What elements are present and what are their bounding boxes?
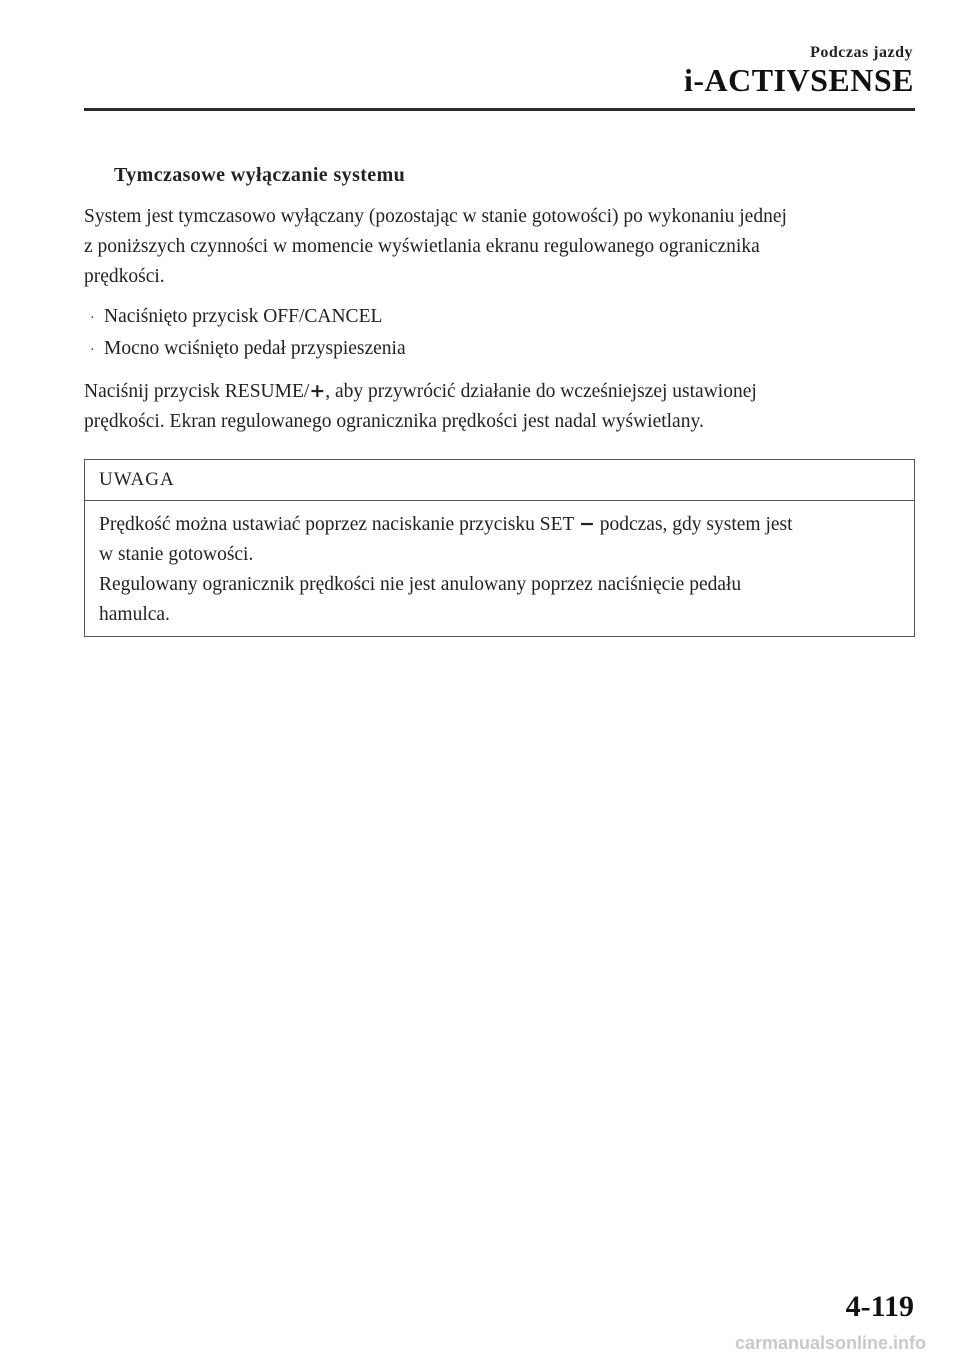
running-header-section: Podczas jazdy	[810, 44, 913, 61]
page-number: 4-119	[845, 1290, 914, 1323]
paragraph-text: Naciśnij przycisk RESUME/	[84, 381, 310, 402]
paragraph-line: prędkości. Ekran regulowanego ogranicznika prędkości jest nadal wyświetlany.	[84, 411, 704, 432]
list-item-text: Mocno wciśnięto pedał przyspieszenia	[104, 338, 406, 359]
bullet-dot-icon: ·	[90, 311, 95, 326]
note-line: hamulca.	[99, 604, 170, 625]
resume-paragraph	[84, 376, 914, 437]
paragraph-line	[84, 376, 914, 407]
list-item-text: Naciśnięto przycisk OFF/CANCEL	[104, 306, 383, 327]
page-content	[84, 160, 914, 637]
running-header-chapter: i-ACTIVSENSE	[683, 62, 914, 98]
header-divider	[84, 108, 915, 111]
note-body	[85, 501, 914, 636]
paragraph-line: prędkości.	[84, 266, 165, 287]
note-text: podczas, gdy system jest	[594, 514, 793, 535]
list-item	[90, 302, 914, 334]
section-title: Tymczasowe wyłączanie systemu	[114, 164, 406, 186]
note-box	[84, 459, 915, 637]
paragraph-line: System jest tymczasowo wyłączany (pozostając w stanie gotowości) po wykonaniu jednej	[84, 206, 787, 227]
note-text: Prędkość można ustawiać poprzez naciskanie przycisku SET	[99, 514, 579, 535]
list-item	[90, 334, 914, 366]
note-line: w stanie gotowości.	[99, 544, 254, 565]
paragraph-line: z poniższych czynności w momencie wyświetlania ekranu regulowanego ogranicznika	[84, 236, 760, 257]
note-line	[99, 509, 900, 540]
minus-icon: −	[578, 513, 595, 535]
note-line: Regulowany ogranicznik prędkości nie jest anulowany poprzez naciśnięcie pedału	[99, 574, 742, 595]
intro-paragraph	[84, 202, 914, 292]
plus-icon: +	[309, 380, 326, 402]
bullet-list	[84, 302, 914, 366]
note-heading: UWAGA	[85, 460, 914, 501]
paragraph-text: , aby przywrócić działanie do wcześniejszej ustawionej	[325, 381, 757, 402]
watermark-text: carmanualsonline.info	[734, 1333, 926, 1353]
bullet-dot-icon: ·	[90, 343, 95, 358]
